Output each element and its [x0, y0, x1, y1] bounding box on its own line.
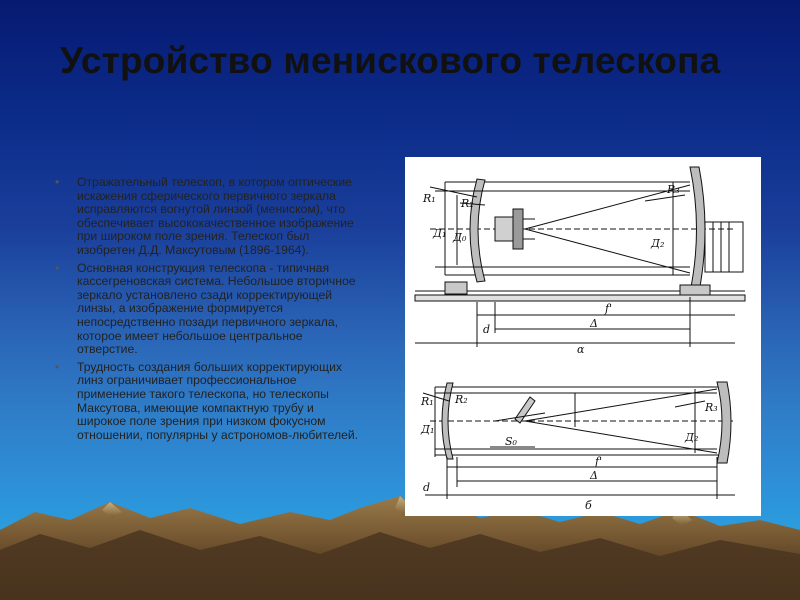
- label-r1-bottom: R₁: [421, 395, 434, 408]
- label-s0-bottom: S₀: [505, 435, 517, 448]
- label-delta-bottom: Δ: [590, 469, 598, 482]
- bullet-text: Трудность создания больших корректирующих линз ограничивает профессиональное применение такого телескопа, но телескопы Максутова, имеющие компактную трубу и широкое поле зрения при низком фокусном отношении, популярны у астрономов-любителей.: [77, 359, 359, 442]
- label-d2-top: Д₂: [651, 237, 665, 250]
- label-r2-top: R₂: [461, 197, 474, 210]
- label-alpha-top: α: [577, 343, 585, 356]
- label-d-top: d: [483, 323, 491, 336]
- telescope-diagram: [405, 157, 761, 516]
- label-delta-top: Δ: [590, 317, 598, 330]
- label-b-bottom: б: [585, 499, 592, 512]
- label-r2-bottom: R₂: [455, 393, 468, 406]
- label-r3-bottom: R₃: [705, 401, 718, 414]
- bullet-list: [55, 176, 365, 446]
- bullet-item: [55, 176, 365, 258]
- label-d2-bottom: Д₂: [685, 431, 699, 444]
- label-f-top: f': [605, 302, 613, 315]
- slide-title: Устройство менискового телескопа: [60, 40, 721, 81]
- label-d0-top: Д₀: [453, 231, 467, 244]
- label-f-bottom: f': [595, 455, 603, 468]
- bullet-text: Отражательный телескоп, в котором оптические искажения сферического первичного зеркала исправляются вогнутой линзой (мениском), что обеспечивает высококачественное изображение при широком поле зрения. Телескоп был изобретен Д.Д. Максутовым (1896-1964).: [77, 175, 354, 257]
- label-d1-bottom: Д₁: [421, 423, 435, 436]
- label-r1-top: R₁: [423, 192, 436, 205]
- bullet-text: Основная конструкция телескопа - типичная кассегреновская система. Небольшое вторичное зеркало установлено сзади корректирующей линзы, а изображение формируется непосредственно позади первичного зеркала, которое имеет небольшое центральное отверстие.: [77, 260, 356, 357]
- bullet-item: [55, 262, 365, 357]
- label-d1-top: Д₁: [433, 227, 447, 240]
- label-d-bottom: d: [423, 481, 431, 494]
- label-r3-top: R₃: [667, 183, 680, 196]
- bullet-item: [55, 361, 365, 443]
